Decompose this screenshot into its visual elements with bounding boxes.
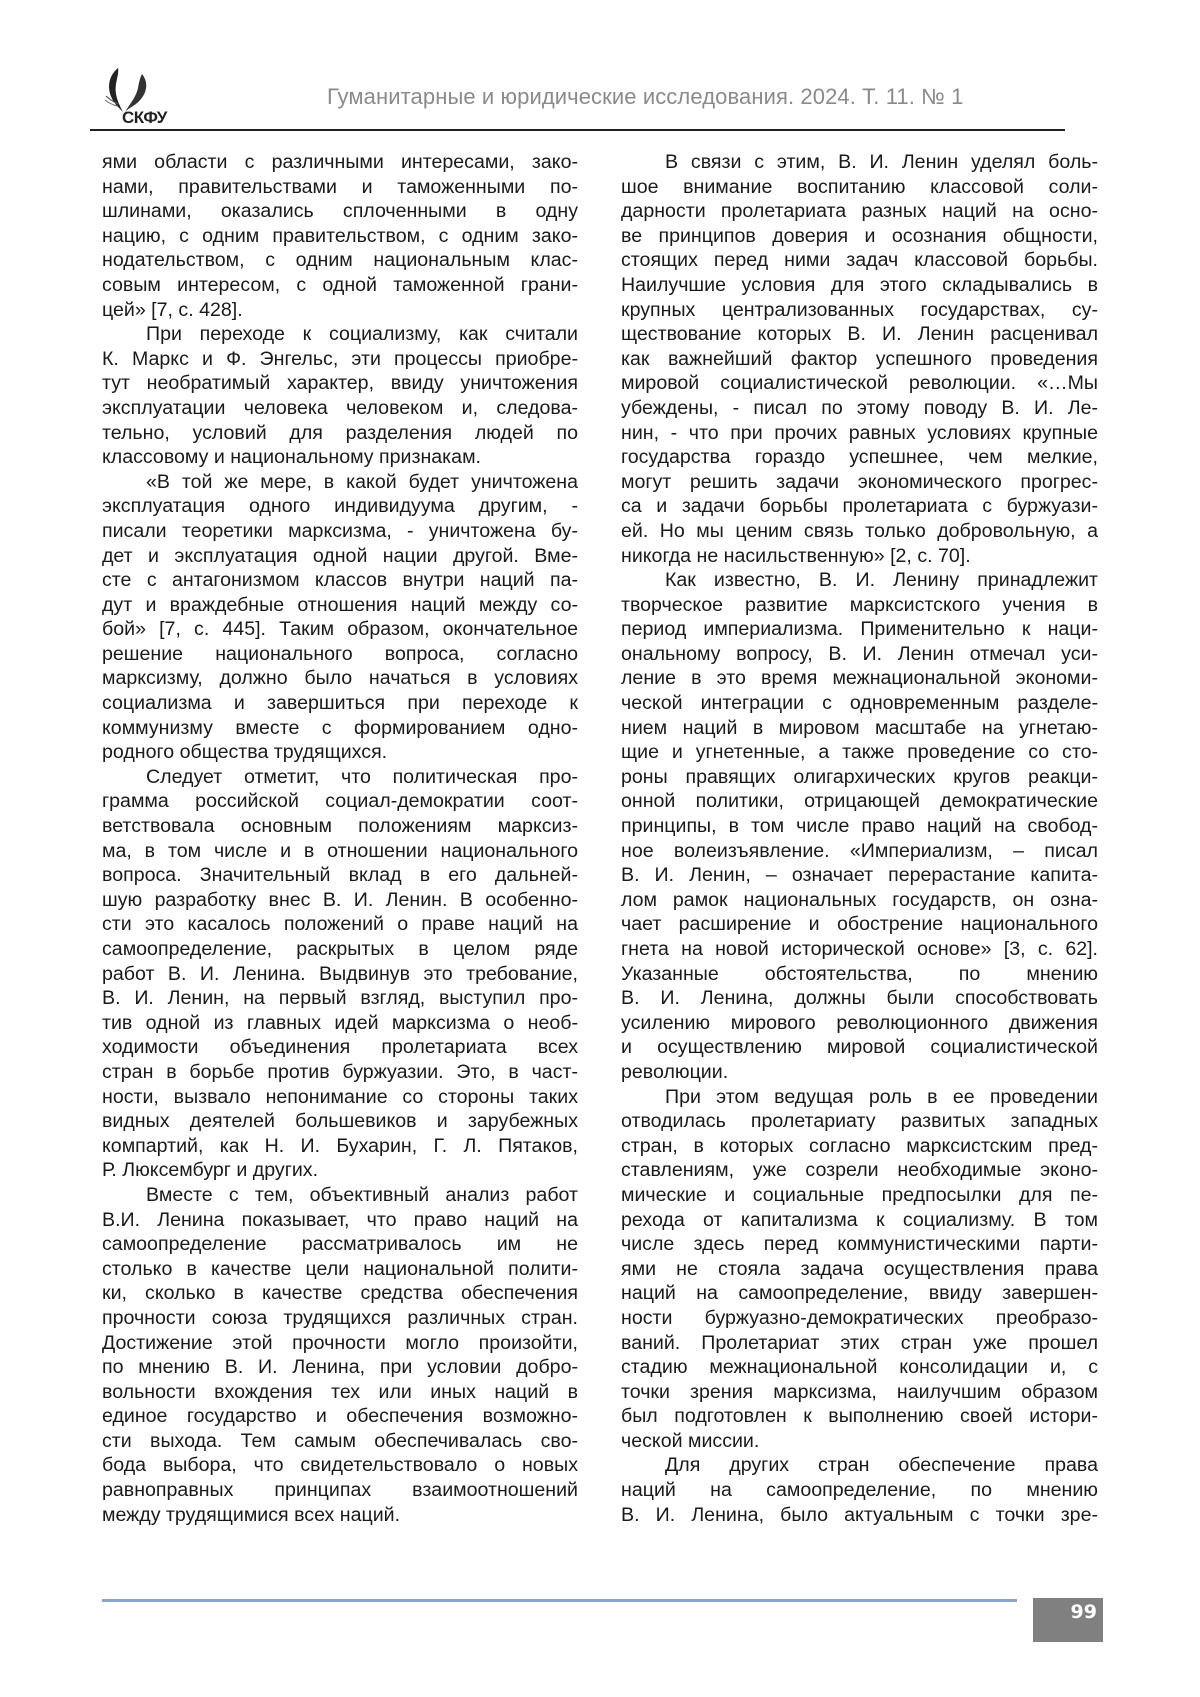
text-line: эксплуатация одного индивидуума другим, - — [102, 495, 578, 518]
text-line: ями области с различными интересами, зако- — [102, 151, 578, 173]
paragraph — [102, 150, 578, 322]
text-line: «В той же мере, в какой будет уничтожена — [146, 470, 578, 493]
text-line: стадию межнациональной консолидации и, с — [621, 1356, 1098, 1379]
text-line: ществование которых В. И. Ленин расценивал — [621, 323, 1098, 346]
text-line: Для других стран обеспечение права — [665, 1454, 1098, 1477]
text-line: наций на самоопределение, по мнению — [621, 1479, 1098, 1502]
text-line: лом рамок национальных государств, он озна- — [621, 888, 1098, 911]
text-line: принципы, в том числе право наций на свобод- — [621, 815, 1098, 838]
text-line: щие и угнетенные, а также проведение со сто- — [621, 741, 1098, 764]
text-line: никогда не насильственную» [2, с. 70]. — [621, 544, 971, 567]
text-line: эксплуатации человека человеком и, следова- — [102, 396, 578, 419]
text-line: равноправных принципах взаимоотношений — [102, 1479, 578, 1502]
text-line: социализма и завершиться при переходе к — [102, 692, 578, 715]
text-line: родного общества трудящихся. — [102, 741, 388, 764]
text-line: марксизму, должно было начаться в условиях — [102, 667, 578, 690]
text-line: стран в борьбе против буржуазии. Это, в част- — [102, 1060, 578, 1083]
text-line: роны правящих олигархических кругов реакци- — [621, 765, 1098, 788]
text-line: ставлениям, уже созрели необходимые эконо- — [621, 1159, 1098, 1182]
text-line: шое внимание воспитанию классовой соли- — [621, 175, 1098, 198]
text-line: В. И. Ленин, – означает перерастание капита- — [621, 864, 1098, 887]
text-line: период империализма. Применительно к наци- — [621, 618, 1098, 641]
text-line: могут решить задачи экономического прогрес- — [621, 470, 1098, 493]
text-line: и осуществлению мировой социалистической — [621, 1036, 1098, 1059]
text-line: сти выхода. Тем самым обеспечивалась сво- — [102, 1429, 578, 1452]
text-line: бой» [7, с. 445]. Таким образом, окончательное — [102, 618, 578, 641]
paragraph — [621, 1085, 1098, 1454]
text-line: нацию, с одним правительством, с одним зако- — [102, 224, 578, 247]
text-line: цей» [7, с. 428]. — [102, 298, 243, 321]
text-line: нин, - что при прочих равных условиях крупные — [621, 421, 1098, 444]
journal-title: Гуманитарные и юридические исследования. 2024. Т. 11. № 1 — [327, 84, 964, 109]
text-line: тельно, условий для разделения людей по — [102, 421, 578, 444]
text-line: тут необратимый характер, ввиду уничтожения — [102, 372, 578, 395]
text-line: ями не стояла задача осуществления права — [621, 1257, 1098, 1280]
text-line: революции. — [621, 1060, 729, 1083]
text-line: компартий, как Н. И. Бухарин, Г. Л. Пятаков, — [102, 1134, 578, 1157]
text-line: ве принципов доверия и осознания общности, — [621, 224, 1098, 247]
text-line: коммунизму вместе с формированием одно- — [102, 716, 578, 739]
text-line: В связи с этим, В. И. Ленин уделял боль- — [665, 151, 1098, 173]
text-line: ходимости объединения пролетариата всех — [102, 1036, 578, 1059]
text-line: столько в качестве цели национальной полити- — [102, 1257, 578, 1280]
text-line: самоопределение рассматривалось им не — [102, 1233, 578, 1256]
text-line: ональному вопросу, В. И. Ленин отмечал уси- — [621, 642, 1098, 665]
text-line: нием наций в мировом масштабе на угнетаю- — [621, 716, 1098, 739]
text-line: ности, вызвало непонимание со стороны таких — [102, 1085, 578, 1108]
text-line: Указанные обстоятельства, по мнению — [621, 962, 1098, 985]
header-divider — [90, 129, 1065, 131]
text-line: мировой социалистической революции. «…Мы — [621, 372, 1098, 395]
text-line: ваний. Пролетариат этих стран уже прошел — [621, 1331, 1098, 1354]
text-line: работ В. И. Ленина. Выдвинув это требование, — [102, 962, 578, 985]
text-line: совым интересом, с одной таможенной грани- — [102, 273, 578, 296]
text-line: между трудящимися всех наций. — [102, 1503, 401, 1526]
text-line: ление в это время межнациональной экономи- — [621, 667, 1098, 690]
text-line: онной политики, отрицающей демократические — [621, 790, 1098, 813]
right-column — [621, 150, 1098, 1527]
text-line: В.И. Ленина показывает, что право наций на — [102, 1208, 578, 1231]
text-line: вопроса. Значительный вклад в его дальней- — [102, 864, 578, 887]
text-line: дарности пролетариата разных наций на осно- — [621, 200, 1098, 223]
text-line: точки зрения марксизма, наилучшим образом — [621, 1380, 1098, 1403]
paragraph — [102, 765, 578, 1183]
text-line: ное волеизъявление. «Империализм, – писал — [621, 839, 1098, 862]
text-line: бода выбора, что свидетельствовало о новых — [102, 1454, 578, 1477]
text-line: государства гораздо успешнее, чем мелкие, — [621, 446, 1098, 469]
paragraph — [621, 568, 1098, 1084]
text-line: дет и эксплуатация одной нации другой. Вме- — [102, 544, 578, 567]
left-column — [102, 150, 578, 1527]
page-number-box — [1033, 1598, 1103, 1642]
footer-divider — [102, 1599, 1017, 1602]
text-line: вольности вхождения тех или иных наций в — [102, 1380, 578, 1403]
text-line: единое государство и обеспечения возможно- — [102, 1405, 578, 1428]
text-line: как важнейший фактор успешного проведения — [621, 347, 1098, 370]
text-line: Следует отметит, что политическая про- — [146, 765, 578, 788]
text-line: ей. Но мы ценим связь только добровольную, а — [621, 519, 1098, 542]
text-line: был подготовлен к выполнению своей истори- — [621, 1405, 1098, 1428]
text-line: сте с антагонизмом классов внутри наций па- — [102, 569, 578, 592]
text-line: рехода от капитализма к социализму. В том — [621, 1208, 1098, 1231]
text-line: видных деятелей большевиков и зарубежных — [102, 1110, 578, 1133]
text-line: по мнению В. И. Ленина, при условии добро- — [102, 1356, 578, 1379]
paragraph — [102, 470, 578, 765]
text-line: ческой интеграции с одновременным разделе- — [621, 692, 1098, 715]
text-line: писали теоретики марксизма, - уничтожена бу- — [102, 519, 578, 542]
text-line: Как известно, В. И. Ленину принадлежит — [665, 569, 1098, 592]
text-line: ки, сколько в качестве средства обеспечения — [102, 1282, 578, 1305]
text-line: классовому и национальному признакам. — [102, 446, 481, 469]
text-line: мические и социальные предпосылки для пе- — [621, 1183, 1098, 1206]
text-line: Р. Люксембург и других. — [102, 1159, 319, 1182]
text-line: дут и враждебные отношения наций между со- — [102, 593, 578, 616]
paragraph — [102, 1183, 578, 1527]
page-header — [90, 60, 1065, 132]
text-line: При переходе к социализму, как считали — [146, 323, 578, 346]
text-line: В. И. Ленин, на первый взгляд, выступил про- — [102, 987, 578, 1010]
text-line: числе здесь перед коммунистическими парти- — [621, 1233, 1098, 1256]
text-line: наций на самоопределение, ввиду завершен- — [621, 1282, 1098, 1305]
logo-text: СКФУ — [122, 108, 167, 127]
text-line: шлинами, оказались сплоченными в одну — [102, 200, 578, 223]
text-line: В. И. Ленина, было актуальным с точки зре- — [621, 1503, 1098, 1526]
text-line: ма, в том числе и в отношении национального — [102, 839, 578, 862]
text-line: В. И. Ленина, должны были способствовать — [621, 987, 1098, 1010]
text-line: Вместе с тем, объективный анализ работ — [146, 1183, 578, 1206]
text-line: шую разработку внес В. И. Ленин. В особенно- — [102, 888, 578, 911]
text-line: убеждены, - писал по этому поводу В. И. Ле- — [621, 396, 1098, 419]
text-line: отводилась пролетариату развитых западных — [621, 1110, 1098, 1133]
page-number: 99 — [1070, 1601, 1097, 1623]
text-line: нодательством, с одним национальным клас- — [102, 249, 578, 272]
text-line: Достижение этой прочности могло произойти, — [102, 1331, 578, 1354]
text-line: гнета на новой исторической основе» [3, с. 62]. — [621, 938, 1098, 960]
text-line: нами, правительствами и таможенными по- — [102, 175, 578, 198]
paragraph — [102, 322, 578, 470]
paragraph — [621, 150, 1098, 568]
university-logo — [100, 66, 180, 128]
text-line: ветствовала основным положениям марксиз- — [102, 815, 578, 838]
text-line: Наилучшие условия для этого складывались в — [621, 273, 1098, 296]
text-line: са и задачи борьбы пролетариата с буржуази- — [621, 495, 1098, 518]
text-line: крупных централизованных государствах, су- — [621, 298, 1098, 321]
text-line: решение национального вопроса, согласно — [102, 642, 578, 665]
text-line: усилению мирового революционного движения — [621, 1011, 1098, 1034]
paragraph — [621, 1453, 1098, 1527]
text-line: При этом ведущая роль в ее проведении — [665, 1085, 1098, 1108]
text-line: прочности союза трудящихся различных стран. — [102, 1306, 578, 1329]
text-line: ческой миссии. — [621, 1429, 760, 1452]
text-line: творческое развитие марксистского учения в — [621, 593, 1098, 616]
text-line: чает расширение и обострение национального — [621, 913, 1098, 936]
text-line: тив одной из главных идей марксизма о необ- — [102, 1011, 578, 1034]
text-line: стоящих перед ними задач классовой борьбы. — [621, 249, 1098, 272]
text-line: сти это касалось положений о праве наций на — [102, 913, 578, 936]
text-line: грамма российской социал-демократии соот- — [102, 790, 578, 813]
text-line: стран, в которых согласно марксистским пред- — [621, 1134, 1098, 1157]
text-line: ности буржуазно-демократических преобразо- — [621, 1306, 1098, 1329]
text-line: К. Маркс и Ф. Энгельс, эти процессы приобре- — [102, 347, 578, 370]
text-line: самоопределение, раскрытых в целом ряде — [102, 938, 578, 960]
